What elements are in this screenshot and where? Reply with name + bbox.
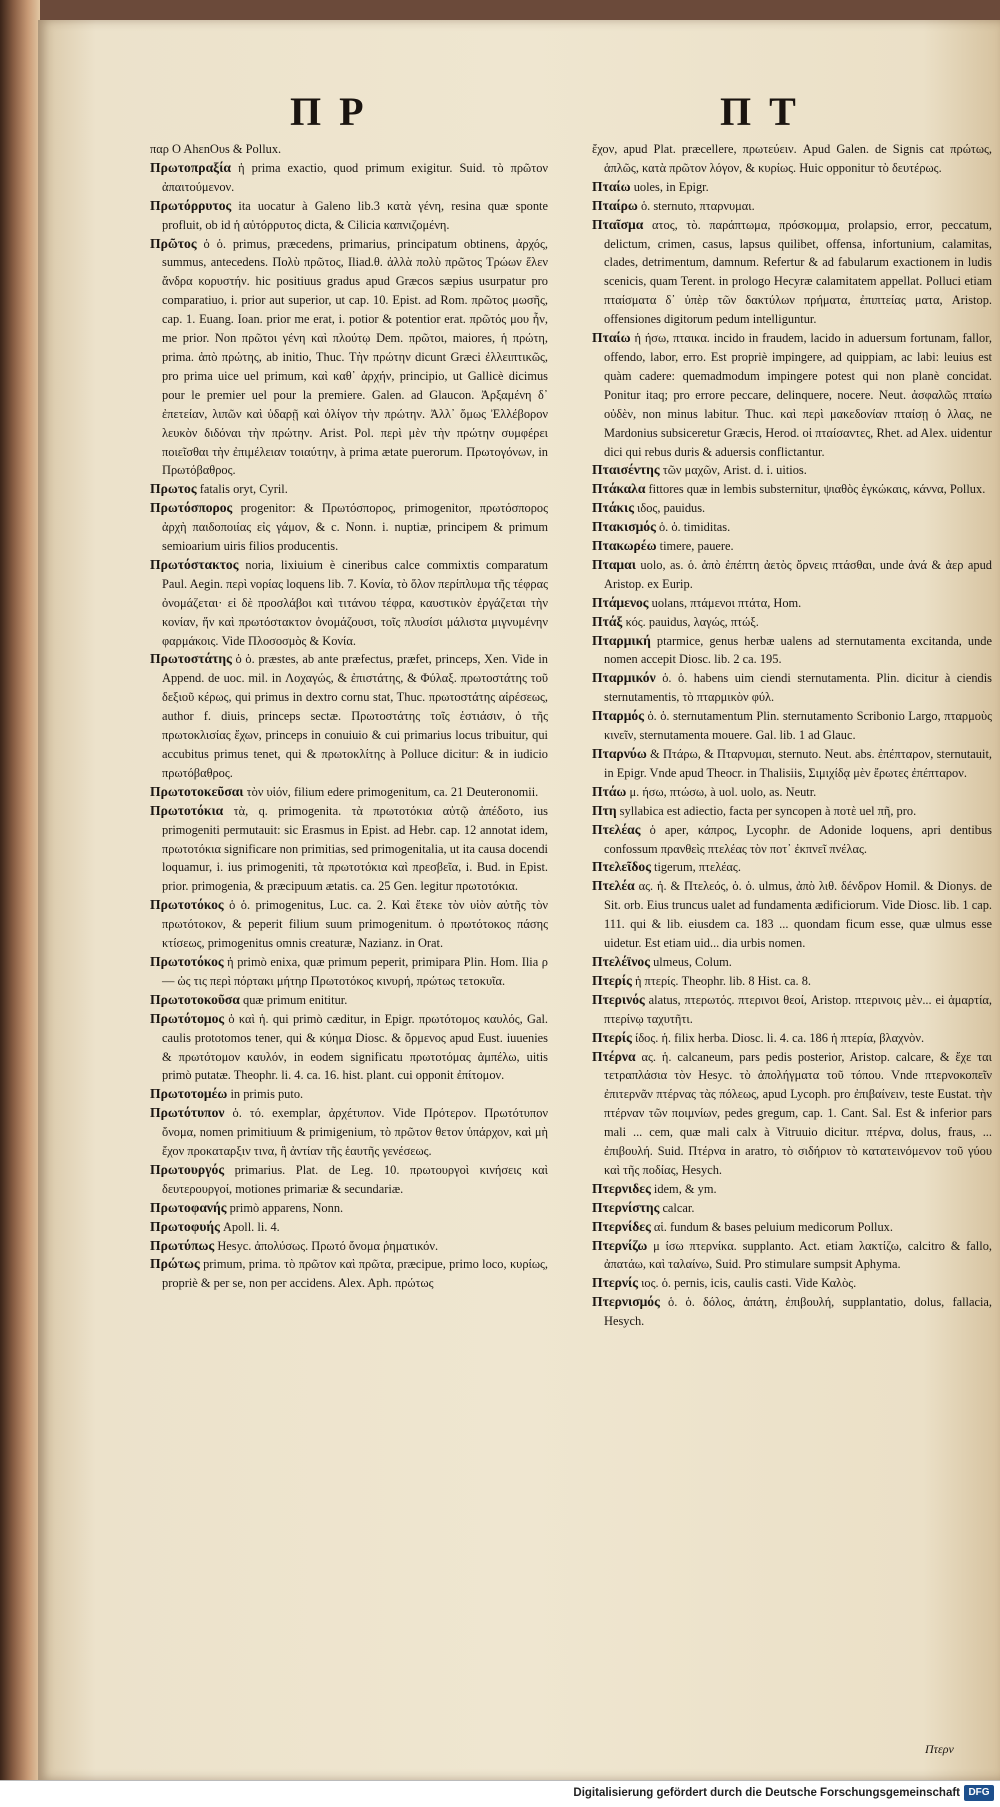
entry-headword: Πταρνύω (592, 746, 647, 761)
dictionary-entry (150, 1237, 548, 1256)
dictionary-entry (592, 499, 992, 518)
left-column (150, 140, 548, 1293)
entry-definition: uolans, πτάμενοι πτάτα, Hom. (651, 595, 802, 610)
dictionary-entry (150, 650, 548, 782)
entry-definition: calcar. (662, 1200, 695, 1215)
entry-headword: Πτερνισμός (592, 1294, 660, 1310)
dictionary-entry (150, 1218, 548, 1237)
entry-definition: ὁ καὶ ἡ. qui primò cæditur, in Epigr. πρωτότομος καυλός, Gal. caulis prototomos tener, qui & κύημα Diosc. & ὄρμενος apud Eust. iuuenies & πρωτότομον καυλόν, in eodem significatu πρωτοτόμας ἀμπέλω, uitis primò putatæ. Theophr. li. 4. ca. 16. hist. plant. cui opponit ἐπίτομον. (162, 1011, 548, 1083)
entry-headword: Πρωτοτοκοῦσα (150, 991, 240, 1007)
dictionary-entry (150, 1104, 548, 1161)
entry-definition: ὁ ὁ. primogenitus, Luc. ca. 2. Καὶ ἔτεκε τὸν υἱὸν αὐτῆς τὸν πρωτότοκον, & peperit filium suum primogenitum. ὁ πρωτότοκος πάσης κτίσεως, primogenitus omnis creaturæ, Nazianz. in Orat. (162, 898, 548, 951)
entry-definition: μ. ήσω, πτώσω, à uol. uolo, as. Neutr. (629, 784, 817, 799)
entry-headword: Πρωτοφυής (150, 1218, 220, 1234)
entry-headword: Πρωτοτόκος (150, 897, 224, 913)
entry-headword: Πταρμικόν (592, 670, 656, 686)
entry-definition: ὁ aper, κάπρος, Lycophr. de Adonide loquens, apri dentibus confossum πρανθεὶς πτελέας τὸν ποτ᾽ ἐκπνεῖ πνέλας. (604, 822, 992, 856)
dictionary-entry (592, 991, 992, 1029)
entry-headword: Πτερνιδες (592, 1180, 651, 1196)
entry-headword: Πρωτοφανής (150, 1199, 227, 1215)
entry-definition: primò apparens, Nonn. (229, 1200, 344, 1215)
entry-headword: Πρωτοστάτης (150, 651, 232, 667)
dictionary-entry (592, 953, 992, 972)
dictionary-entry (592, 461, 992, 480)
entry-definition: ὁ ὁ. primus, præcedens, primarius, principatum obtinens, ἀρχός, summus, antecedens. Πολὺ πρῶτος, Iliad.θ. ἀλλὰ πολὺ πρῶτος Τρώων ἕλεν ἄνδρα κορυστήν. hic positiuus gradus apud Græcos sæpius usurpatur pro comparatiuo, i. prior aut superior, ut cap. 10. Epist. ad Rom. πρῶτος μωσῆς, cap. 1. Euang. Ioan. prior me erat, i. potior & potentior erat. πρῶτός μου ἦν, me prior. Non πρῶτοι γένη καὶ πλούτῳ Dem. πρῶτοι, maiores, ἡ πρώτη, prima. ἀπὸ πρώτης, ab initio, Thuc. Τὴν πρώτην dicunt Græci ἐλλειπτικῶς, pro prima uice uel primum, καὶ καθ᾽ ἀρχήν, principio, ut Gallicè dicimus pour le premier uel pour la premiere. Galen. ad Glaucon. Ἀρξαμένη δ᾽ ἐπετείαν, λιπῶν καὶ ὑδαρῇ καὶ ὀλίγον τὴν πρώτην. Ἀλλ᾽ ὅμως Ἐλλέβορον λευκὸν διδόναι τὴν πρώτην. Arist. Pol. περὶ μὲν τὴν πρώτην συμφέρει ποιεῖσθαι τὴν ἐπιμέλειαν τοιαύτην, à prima ætate puerorum. Πρωτογόνων, in Πρωτόβαθρος. (162, 236, 548, 478)
dictionary-entry (592, 802, 992, 821)
dictionary-entry (150, 159, 548, 197)
dictionary-entry (592, 877, 992, 953)
entry-definition: uolo, as. ὁ. ἀπὸ ἐπέπτη ἀετὸς ὄρνεις πτάσθαι, unde ἀνά & ἀερ apud Aristop. ex Eurip. (604, 557, 992, 591)
entry-definition: ὁ. τό. exemplar, ἀρχέτυπον. Vide Πρότερον. Πρωτότυπον ὄνομα, nomen primitiuum & primigenium, τὸ πρῶτον θετον ὑπάρχον, καὶ μὴ ἔχον προκαταρξιν τινα, ἢ ἀντίαν τῆς ἑαυτῆς γενέσεως. (162, 1106, 548, 1159)
entry-definition: syllabica est adiectio, facta per syncopen à ποτὲ uel πῆ, pro. (619, 803, 917, 818)
entry-definition: noria, lixiuium è cineribus calce commixtis comparatum Paul. Aegin. περὶ νορίας loquens lib. 7. Κονία, τὸ ὅλον περίπλυμα τῆς τέφρας ὀνομάζεται· εἰ δὲ προσλάβοι καὶ τιτάνου τέφρα, καυστικὸν ἐργάζεται τὴν κονίαν, ἥν καὶ πρωτόστακτον ὀνομάζουσι, τοῖς πλυσίσι μάλιστα μιγνυμένην φαρμάκοις. Vide Πλοσοσμὸς & Κονία. (162, 557, 548, 648)
entry-definition: ὁ. ὁ. δόλος, ἀπάτη, ἐπιβουλή, supplantatio, dolus, fallacia, Hesych. (604, 1295, 992, 1329)
catchword: Πτερν (925, 1742, 954, 1756)
dictionary-entry (592, 707, 992, 745)
entry-headword: Πτελέα (592, 878, 635, 894)
entry-headword: Πτάκις (592, 500, 634, 516)
entry-headword: Πτη (592, 802, 617, 818)
entry-headword: Πρωτοτομέω (150, 1086, 228, 1102)
entry-definition: μ ίσω πτερνίκα. supplanto. Act. etiam λακτίζω, calcitro & fallo, ἀπατάω, καὶ ταλαίνω, Suid. Pro stimulare sumpsit Aphyma. (604, 1238, 992, 1272)
dictionary-entry (150, 783, 548, 802)
entry-definition: fatalis oryt, Cyril. (199, 482, 288, 497)
book-edge (0, 0, 40, 1780)
entry-headword: Πρώτως (150, 1256, 200, 1272)
entry-definition: & Πτάρω, & Πταρνυμαι, sternuto. Neut. abs. ἐπέπταρον, sternutauit, in Epigr. Vnde apud Theocr. in Thalisiis, Σιμιχίδᾳ μὲν ἔρωτες ἐπέπταρον. (604, 747, 992, 780)
entry-definition: idem, & ym. (653, 1181, 717, 1196)
dictionary-entry (592, 140, 992, 178)
dictionary-entry (592, 1218, 992, 1237)
entry-definition: ὁ. ὁ. habens uim ciendi sternutamenta. Plin. dicitur à ciendis sternutamentis, τὸ πταρμικὸν φύλ. (604, 671, 992, 705)
entry-definition: uoles, in Epigr. (633, 179, 709, 194)
dictionary-entry (592, 594, 992, 613)
entry-headword: Πτάκαλα (592, 481, 646, 497)
entry-definition: tigerum, πτελέας. (654, 860, 741, 875)
entry-headword: Πρωτοτοκεῦσαι (150, 783, 244, 799)
entry-headword: Πταίω (592, 178, 631, 194)
entry-headword: Πτάξ (592, 613, 623, 629)
entry-definition: ας. ἡ. & Πτελεός, ὁ. ὁ. ulmus, ἀπὸ λιθ. δένδρον Homil. & Dionys. de Sit. orb. Eius truncus ualet ad fundamenta ædificiorum. Vide Diosc. lib. 1 cap. 111. qui & lib. eiusdem ca. 183 ... quondam ficum esse, quæ ulmus esse uidetur. Est etiam uid... dia urbis nomen. (604, 879, 992, 951)
entry-headword: Πτερίς (592, 1029, 632, 1045)
entry-headword: Πταῖσμα (592, 216, 644, 232)
dictionary-entry (592, 537, 992, 556)
entry-headword: Πρῶτος (150, 235, 197, 251)
entry-definition: ίδος. ἡ. filix herba. Diosc. li. 4. ca. 186 ἡ πτερία, βλαχνὸν. (634, 1030, 925, 1045)
entry-headword: Πρωτουργός (150, 1161, 225, 1177)
entry-headword: Πταισέντης (592, 462, 660, 478)
entry-headword: Πτέρνα (592, 1048, 636, 1064)
dictionary-entry (592, 197, 992, 216)
dfg-logo-icon: DFG (964, 1785, 994, 1801)
entry-definition: progenitor: & Πρωτόσπορος, primogenitor, πρωτόσπορος ἀρχὴ παιδοποιίας εἰς γάμον, & c. Nonn. i. nuptiæ, principem & primum semioarium uiris filios producentis. (162, 501, 548, 554)
dictionary-entry (150, 556, 548, 651)
entry-definition: quæ primum enititur. (243, 992, 348, 1007)
dictionary-entry (592, 1274, 992, 1293)
entry-headword: Πρωτότυπον (150, 1105, 225, 1121)
entry-headword: Πρωτόσπορος (150, 500, 233, 516)
dictionary-entry (592, 178, 992, 197)
dictionary-entry (150, 235, 548, 481)
entry-headword: Πτερνίστης (592, 1199, 660, 1215)
entry-headword: Πταίω (592, 330, 631, 346)
entry-headword: Πτελεῖδος (592, 859, 651, 875)
dictionary-entry (150, 1010, 548, 1086)
entry-definition: ἔχον, apud Plat. præcellere, πρωτεύειν. Apud Galen. de Signis cat πρώτως, ἁπλῶς, κατὰ πρῶτον λόγον, & κυρίως. Huic opponitur τὸ δευτέρως. (592, 142, 992, 175)
entry-headword: Πτακισμός (592, 519, 656, 535)
entry-headword: Πρωτοτόκια (150, 802, 224, 818)
entry-definition: ὁ ὁ. præstes, ab ante præfectus, præfet, princeps, Xen. Vide in Append. de uoc. mil. in Λοχαγώς, & ἐπιστάτης, & Φύλαξ. πρωτοστάτης τοῦ δεξιοῦ κέρως, qui primus in dextro cornu stat, Thuc. πρωτοστάτης αἱρέσεως, author f. diuis, princeps sectæ. Πρωτοστάτης τοῖς ἑστιάσιν, ὁ τῆς πρωτοκλισίας ἔχων, princeps in conuiuio & cui primarius locus tribuitur, qui accubitus primus tenet, qui & πρωτοκλίτης à Polluce dicitur: & in iudicio πρωτόβαθρος. (162, 652, 548, 780)
entry-definition: primum, prima. τὸ πρῶτον καὶ πρῶτα, præcipue, primo loco, κυρίως, propriè & per se, non per accidens. Alex. Aph. πρώτως (162, 1257, 548, 1291)
dictionary-entry (592, 858, 992, 877)
dictionary-entry (592, 669, 992, 707)
dictionary-entry (592, 1293, 992, 1331)
dictionary-entry (150, 953, 548, 991)
entry-definition: ἡ πτερίς. Theophr. lib. 8 Hist. ca. 8. (634, 973, 812, 988)
entry-definition: ita uocatur à Galeno lib.3 κατὰ γένη, resina quæ sponte profluit, ob id ἡ αὐτόρρυτος dicta, & Cilicia καπνιζομένη. (162, 198, 548, 232)
entry-definition: παρ Ο ΑhεnΟυs & Pollux. (150, 142, 282, 156)
entry-definition: ὁ. ὁ. timiditas. (658, 520, 731, 535)
entry-definition: ατος, τὸ. παράπτωμα, πρόσκομμα, prolapsio, error, peccatum, delictum, crimen, casus, lapsus quilibet, offensa, infortunium, calamitas, clades, detrimentum, damnum. Refertur & ad fabularum exactionem in ludis scenicis, quam Terent. in prologo Hecyræ calamitatem appellat. Polluci etiam πταίσματα δ᾽ ὑπὲρ τῶν δακτύλων πρήματα, ἐπιπτείας ματα, Aristop. offensiones digitorum pedum intelliguntur. (604, 217, 992, 327)
dictionary-entry (592, 632, 992, 670)
entry-definition: ιδος, pauidus. (637, 501, 706, 516)
entry-headword: Πταρμός (592, 708, 644, 724)
entry-definition: ὁ. ὁ. sternutamentum Plin. sternutamento Scribonio Largo, πταρμοὺς κινεῖν, sternutamenta mouere. Gal. lib. 1 ad Glauc. (604, 709, 992, 743)
dictionary-entry (150, 480, 548, 499)
dictionary-entry (150, 1199, 548, 1218)
dictionary-entry (150, 499, 548, 556)
right-column (592, 140, 992, 1331)
dictionary-entry (150, 802, 548, 897)
entry-definition: primarius. Plat. de Leg. 10. πρωτουργοὶ κινήσεις καὶ δευτερουργοί, motiones primariæ & secundariæ. (162, 1162, 548, 1196)
dictionary-entry (592, 216, 992, 329)
entry-definition: ptarmice, genus herbæ ualens ad sternutamenta excitanda, unde nomen accepit Diosc. lib. 2 ca. 195. (604, 633, 992, 667)
entry-definition: Hesyc. ἀπολύσως. Πρωτό ὄνομα ῥηματικόν. (217, 1238, 439, 1253)
entry-headword: Πτερνίδες (592, 1218, 651, 1234)
entry-headword: Πταρμική (592, 632, 651, 648)
entry-headword: Πτερινός (592, 991, 645, 1007)
entry-definition: Apoll. li. 4. (222, 1219, 280, 1234)
entry-headword: Πτελέϊνος (592, 953, 650, 969)
entry-headword: Πτάμενος (592, 594, 649, 610)
entry-headword: Πτελέας (592, 821, 641, 837)
entry-definition: ὁ. sternuto, πταρνυμαι. (640, 198, 755, 213)
dictionary-entry (150, 1255, 548, 1293)
entry-definition: in primis puto. (230, 1087, 304, 1102)
dictionary-entry (592, 821, 992, 859)
entry-definition: ulmeus, Colum. (653, 954, 732, 969)
dictionary-entry (592, 1029, 992, 1048)
entry-headword: Πτερνίζω (592, 1237, 648, 1253)
running-head-right: ΠΤ (720, 89, 814, 134)
dictionary-entry (592, 1199, 992, 1218)
dictionary-entry (592, 783, 992, 802)
entry-definition: τὸν υἱόν, filium edere primogenitum, ca. 21 Deuteronomii. (246, 784, 539, 799)
entry-headword: Πταμαι (592, 556, 636, 572)
entry-headword: Πταίρω (592, 197, 638, 213)
dictionary-entry (592, 556, 992, 594)
dictionary-entry (592, 745, 992, 783)
entry-headword: Πρωτόρρυτος (150, 197, 232, 213)
entry-definition: κός. pauidus, λαγώς, πτώξ. (625, 614, 759, 629)
dictionary-entry (150, 197, 548, 235)
entry-headword: Πρωτοπραξία (150, 159, 232, 175)
entry-headword: Πρωτοτόκος (150, 953, 224, 969)
entry-definition: ἡ ήσω, πταικα. incido in fraudem, lacido in aduersum fortunam, fallor, offendo, labor, erro. Est propriè impingere, ad quippiam, ac labi: leuius est quàm cadere: quemadmodum impingere potest qui non planè concidat. Ponitur itaq; pro errore peccare, delinquere, nocere. Neut. ἀσφαλῶς πταίω οὐδὲν, non minus labitur. Thuc. καὶ περὶ μακεδονίαν πταίσῃ ὁ λλας, ne Mardonius subsiceretur Græcis, Herod. οἱ πταίσαντες, Rhet. ad Alex. uidentur dici qui rebus duris & aduersis conflictantur. (604, 331, 992, 459)
dictionary-entry (592, 613, 992, 632)
entry-headword: Πρωτότομος (150, 1010, 225, 1026)
entry-definition: timere, pauere. (659, 539, 734, 554)
entry-definition: ιος. ὁ. pernis, icis, caulis casti. Vide Καλὸς. (641, 1276, 857, 1291)
dictionary-entry (150, 896, 548, 953)
entry-definition: ἡ primò enixa, quæ primum peperit, primipara Plin. Hom. Ilia ρ — ὡς τις περὶ πόρτακι μήτηρ Πρωτοτόκος κινυρή, πρώτως τετοκυῖα. (162, 954, 548, 988)
entry-headword: Πτακωρέω (592, 538, 657, 554)
running-head-left: ΠΡ (290, 89, 382, 134)
entry-headword: Πτάω (592, 783, 627, 799)
dictionary-entry (150, 1085, 548, 1104)
entry-definition: ας. ἡ. calcaneum, pars pedis posterior, Aristop. calcare, & ἔχε ται τετραπλάσια τὸν Hesyc. τὸ ἀπολήγματα τοῦ τόπου. Vnde πτερνοκοπεῖν ἐπιτερνᾶν πτέρνας τὰς πόλεως, apud Lycoph. pro ἐπιβαίνειν, teste Eustat. τὴν πτέρναν τῶν ποιμνίων, pedes gregum, cap. 1. Cant. Sal. Est & inferior pars mali ... cem, quæ mali calx à Vitruuio dicitur. πτέρνα, dolus, fraus, ... ἐπιβουλή. Suid. Πτέρνα in aratro, τὸ σιδήριον τὸ κατατεινόμενον τοῦ γύου καὶ τῆς ποδίας, Hesych. (604, 1049, 992, 1177)
entry-definition: ἡ prima exactio, quod primum exigitur. Suid. τὸ πρῶτον ἀπαιτούμενον. (162, 160, 548, 194)
entry-headword: Πρωτόστακτος (150, 556, 239, 572)
dictionary-entry (150, 1161, 548, 1199)
dictionary-entry (592, 972, 992, 991)
entry-headword: Πρωτος (150, 481, 197, 497)
entry-definition: fittores quæ in lembis substernitur, ψιαθὸς ἐγκώκαις, κάννα, Pollux. (648, 482, 986, 497)
dictionary-entry (592, 1237, 992, 1275)
entry-headword: Πτερίς (592, 972, 632, 988)
entry-definition: τῶν μαχῶν, Arist. d. i. uitios. (662, 463, 807, 478)
entry-definition: alatus, πτερωτός. πτερινοι θεοί, Aristop. πτερινοις μὲν... ei ἁμαρτία, πτερίνῳ ταχυτῆτι. (604, 992, 992, 1026)
entry-definition: τὰ, q. primogenita. τὰ πρωτοτόκια αὐτῷ ἀπέδοτο, ius primogeniti permutauit: sic Erasmus in Epist. ad Hebr. cap. 12 annotat idem, πρωτοτόκια significare non primitias, sed primogenitalia, ut ita causa docendi loquamur, i. ius primogeniti, τὰ πρωτοτόκια καὶ πρεσβεῖα, i. Bud. in Epist. prior. primogenia, & præcipuum ætatis. ca. 25 Gen. legitur πρωτοτόκια. (162, 803, 548, 894)
dictionary-entry (592, 518, 992, 537)
digitization-footer (0, 1780, 1000, 1807)
entry-definition: αἱ. fundum & bases peluium medicorum Pollux. (653, 1219, 893, 1234)
dictionary-entry (592, 329, 992, 461)
dictionary-entry (592, 1180, 992, 1199)
footer-credit: Digitalisierung gefördert durch die Deutsche Forschungsgemeinschaft (573, 1787, 960, 1799)
dictionary-entry (150, 991, 548, 1010)
dictionary-entry (150, 140, 548, 159)
dictionary-entry (592, 480, 992, 499)
entry-headword: Πτερνίς (592, 1275, 638, 1291)
entry-headword: Πρωτύπως (150, 1237, 215, 1253)
dictionary-entry (592, 1048, 992, 1180)
